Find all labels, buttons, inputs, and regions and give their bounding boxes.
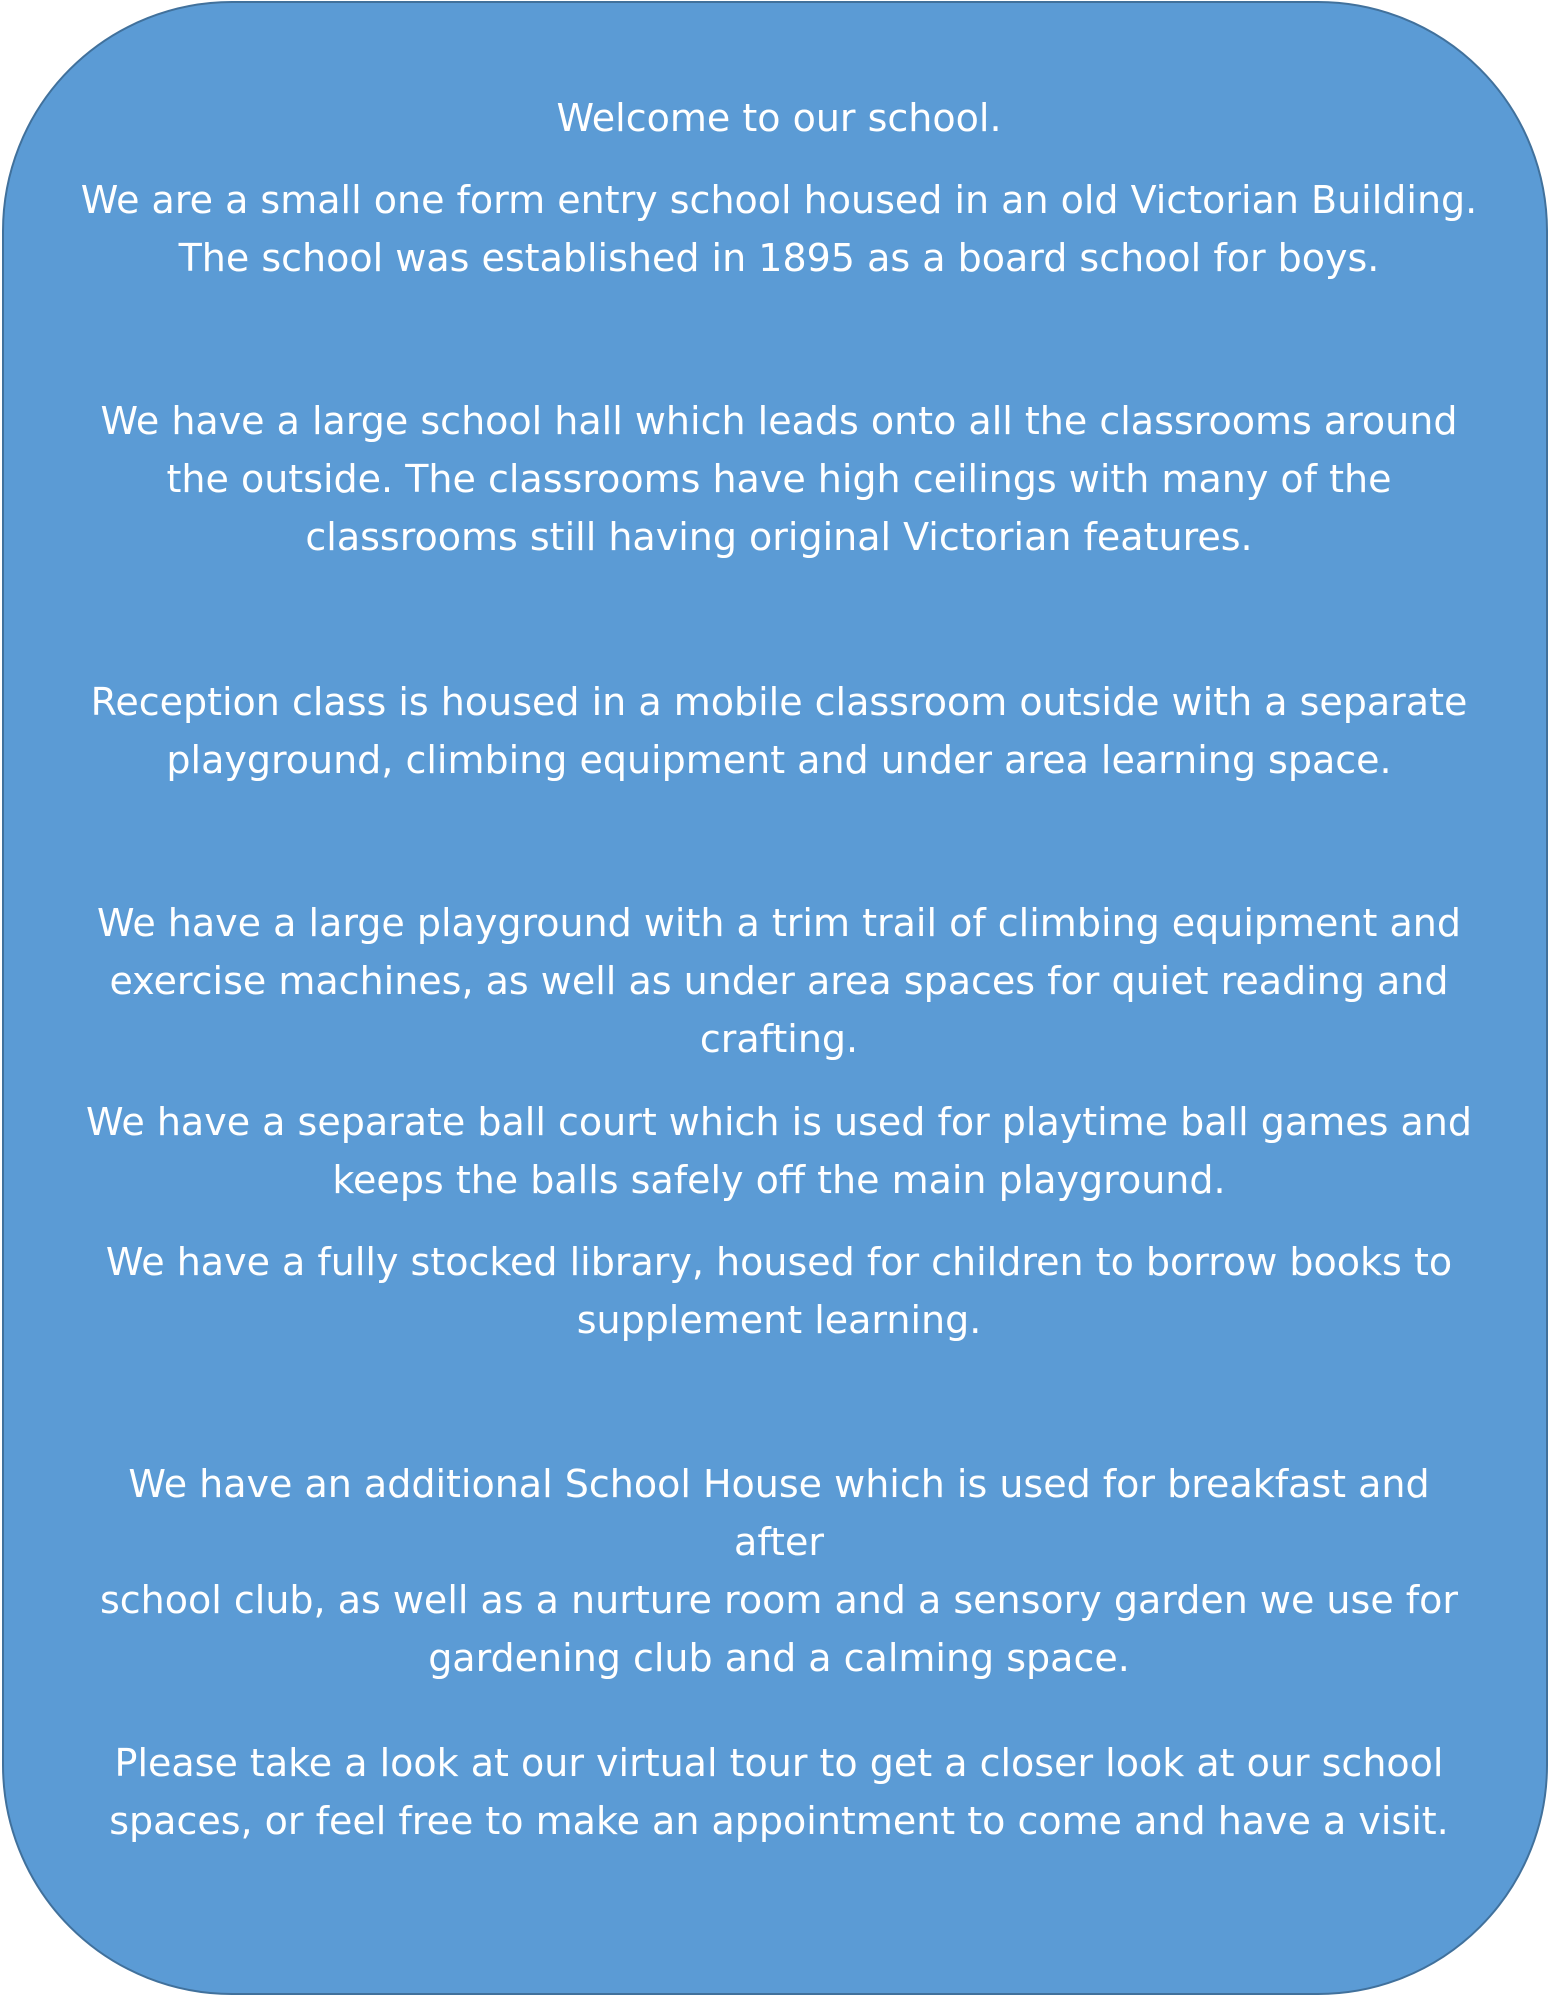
welcome-panel <box>2 1 1548 1995</box>
paragraph-library: We have a fully stocked library, housed for children to borrow books to supplement learning. <box>105 1240 1453 1342</box>
paragraph-virtual-tour: Please take a look at our virtual tour to get a closer look at our school spaces, or feel free to make an appointment to come and have a visit. <box>109 1741 1449 1843</box>
paragraph-ball-court: We have a separate ball court which is used for playtime ball games and keeps the balls safely off the main playground. <box>86 1100 1472 1202</box>
welcome-heading: Welcome to our school. <box>556 96 1002 140</box>
paragraph-school-hall: We have a large school hall which leads onto all the classrooms around the outside. The classrooms have high ceilings with many of the classrooms still having original Victorian features. <box>100 399 1458 559</box>
paragraph-school-house: We have an additional School House which is used for breakfast and after school club, as well as a nurture room and a sensory garden we use for gardening club and a calming space. <box>99 1462 1459 1680</box>
paragraph-reception-class: Reception class is housed in a mobile classroom outside with a separate playground, climbing equipment and under area learning space. <box>90 680 1468 782</box>
paragraph-playground: We have a large playground with a trim trail of climbing equipment and exercise machines, as well as under area spaces for quiet reading and crafting. <box>97 901 1461 1061</box>
paragraph-building-history: We are a small one form entry school housed in an old Victorian Building. The school was established in 1895 as a board school for boys. <box>80 178 1478 280</box>
